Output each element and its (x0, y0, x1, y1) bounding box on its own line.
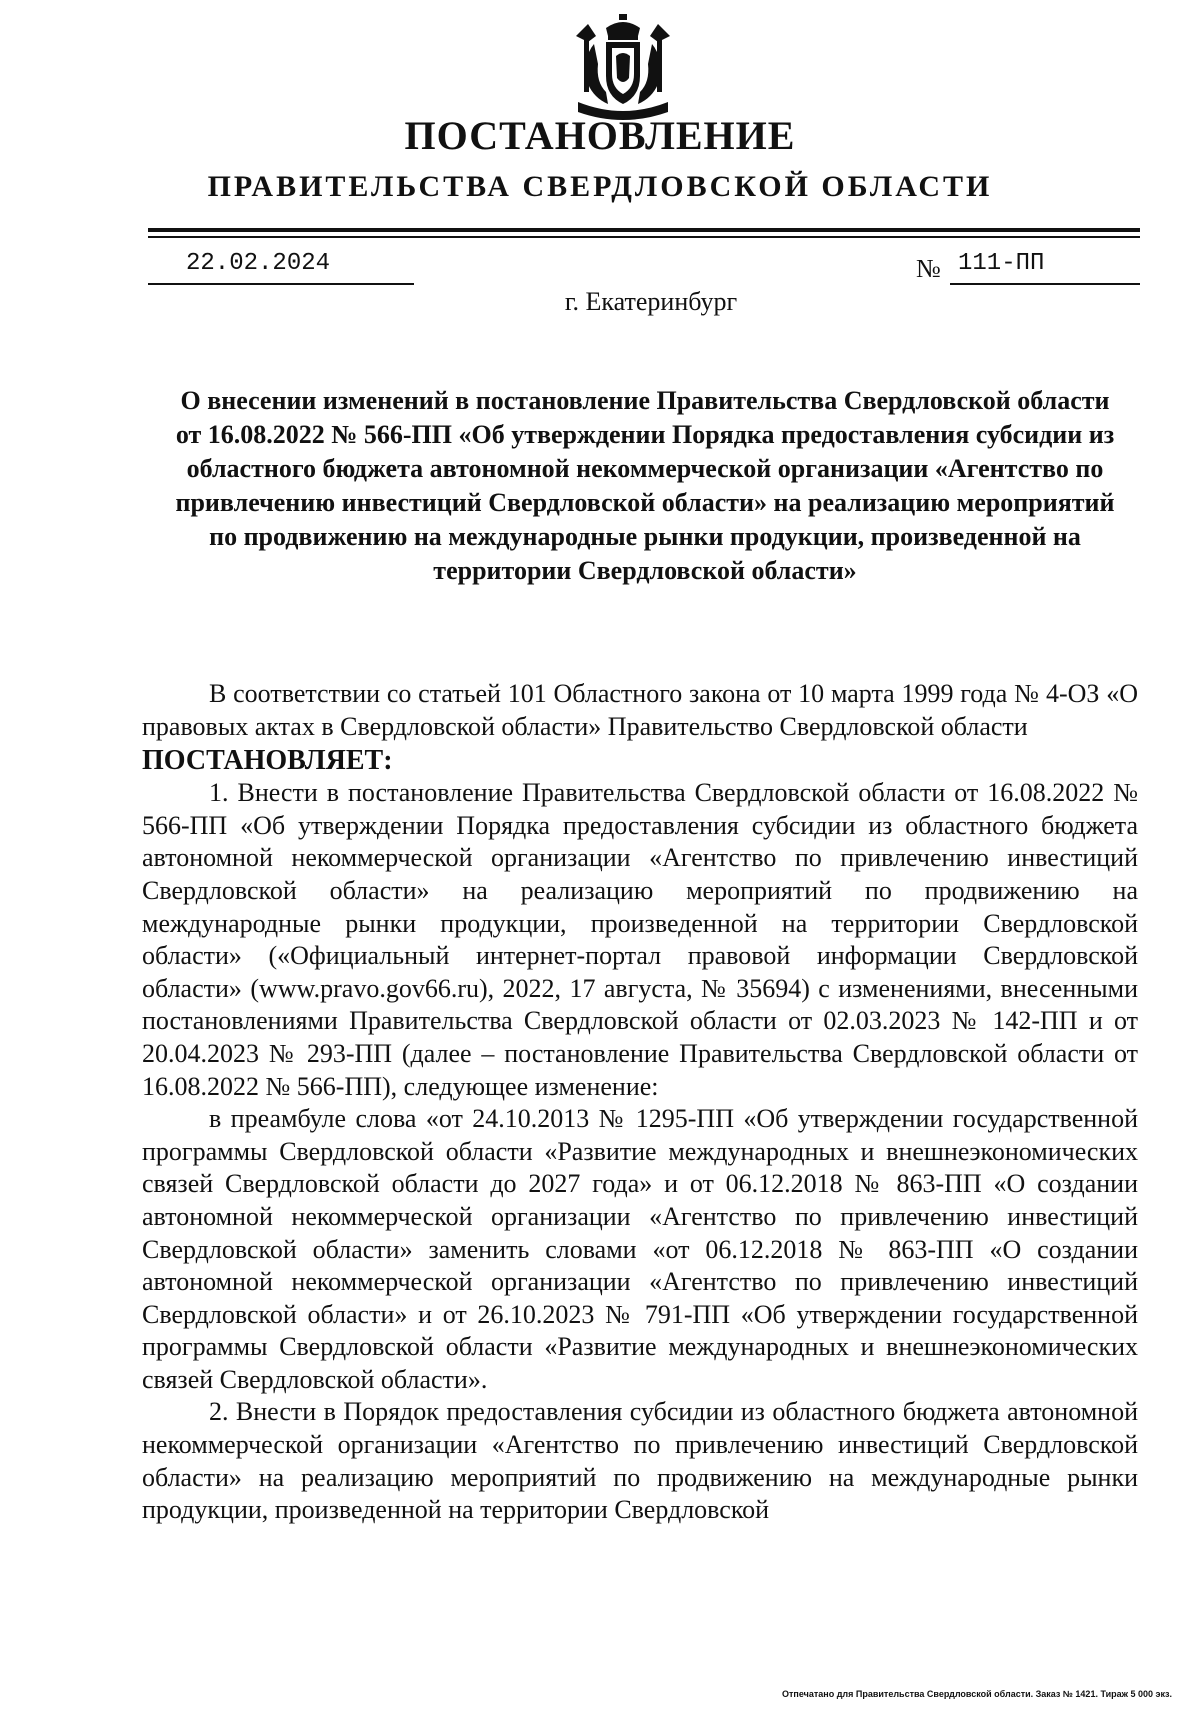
date-underline (148, 283, 414, 285)
document-date: 22.02.2024 (186, 250, 331, 277)
document-number: 111-ПП (958, 250, 1045, 277)
document-body (142, 678, 1138, 1527)
paragraph-1: 1. Внести в постановление Правительства Свердловской области от 16.08.2022 № 566-ПП «Об утверждении Порядка предоставления субсидии из областного бюджета автономной некоммерческой организации «Агентство по привлечению инвестиций Свердловской области» на реализацию мероприятий по продвижению на международные рынки продукции, произведенной на территории Свердловской области» («Официальный интернет-портал правовой информации Свердловской области» (www.pravo.gov66.ru), 2022, 17 августа, № 35694) с изменениями, внесенными постановлениями Правительства Свердловской области от 02.03.2023 № 142-ПП и от 20.04.2023 № 293-ПП (далее – постановление Правительства Свердловской области от 16.08.2022 № 566-ПП), следующее изменение: (142, 778, 1138, 1101)
number-underline (950, 283, 1140, 285)
coat-of-arms-emblem (572, 14, 674, 126)
city-label: г. Екатеринбург (564, 287, 738, 316)
header-rule-thin (148, 236, 1140, 238)
document-title: ПОСТАНОВЛЕНИЕ (404, 113, 796, 158)
issuer-name: ПРАВИТЕЛЬСТВА СВЕРДЛОВСКОЙ ОБЛАСТИ (207, 170, 993, 203)
paragraph-1-sub: в преамбуле слова «от 24.10.2013 № 1295-ПП «Об утверждении государственной программы Свердловской области «Развитие международных и внешнеэкономических связей Свердловской области до 2027 года» и от 06.12.2018 № 863-ПП «О создании автономной некоммерческой организации «Агентство по привлечению инвестиций Свердловской области» заменить словами «от 06.12.2018 № 863-ПП «О создании автономной некоммерческой организации «Агентство по привлечению инвестиций Свердловской области» и от 26.10.2023 № 791-ПП «Об утверждении государственной программы Свердловской области «Развитие международных и внешнеэкономических связей Свердловской области». (142, 1104, 1138, 1394)
decree-word: ПОСТАНОВЛЯЕТ: (142, 745, 393, 777)
paragraph-2: 2. Внести в Порядок предоставления субсидии из областного бюджета автономной некоммерческой организации «Агентство по привлечению инвестиций Свердловской области» на реализацию мероприятий по продвижению на международные рынки продукции, произведенной на территории Свердловской (142, 1397, 1138, 1525)
document-heading: О внесении изменений в постановление Правительства Свердловской области от 16.08.2022 № 566-ПП «Об утверждении Порядка предоставления субсидии из областного бюджета автономной некоммерческой организации «Агентство по привлечению инвестиций Свердловской области» на реализацию мероприятий по продвижению на международные рынки продукции, произведенной на территории Свердловской области» (175, 386, 1115, 585)
header-rule-thick (148, 228, 1140, 232)
print-footer: Отпечатано для Правительства Свердловской области. Заказ № 1421. Тираж 5 000 экз. (782, 1689, 1172, 1699)
number-sign: № (916, 254, 941, 283)
preamble-paragraph: В соответствии со статьей 101 Областного закона от 10 марта 1999 года № 4-ОЗ «О правовых актах в Свердловской области» Правительство Свердловской области (142, 679, 1138, 741)
